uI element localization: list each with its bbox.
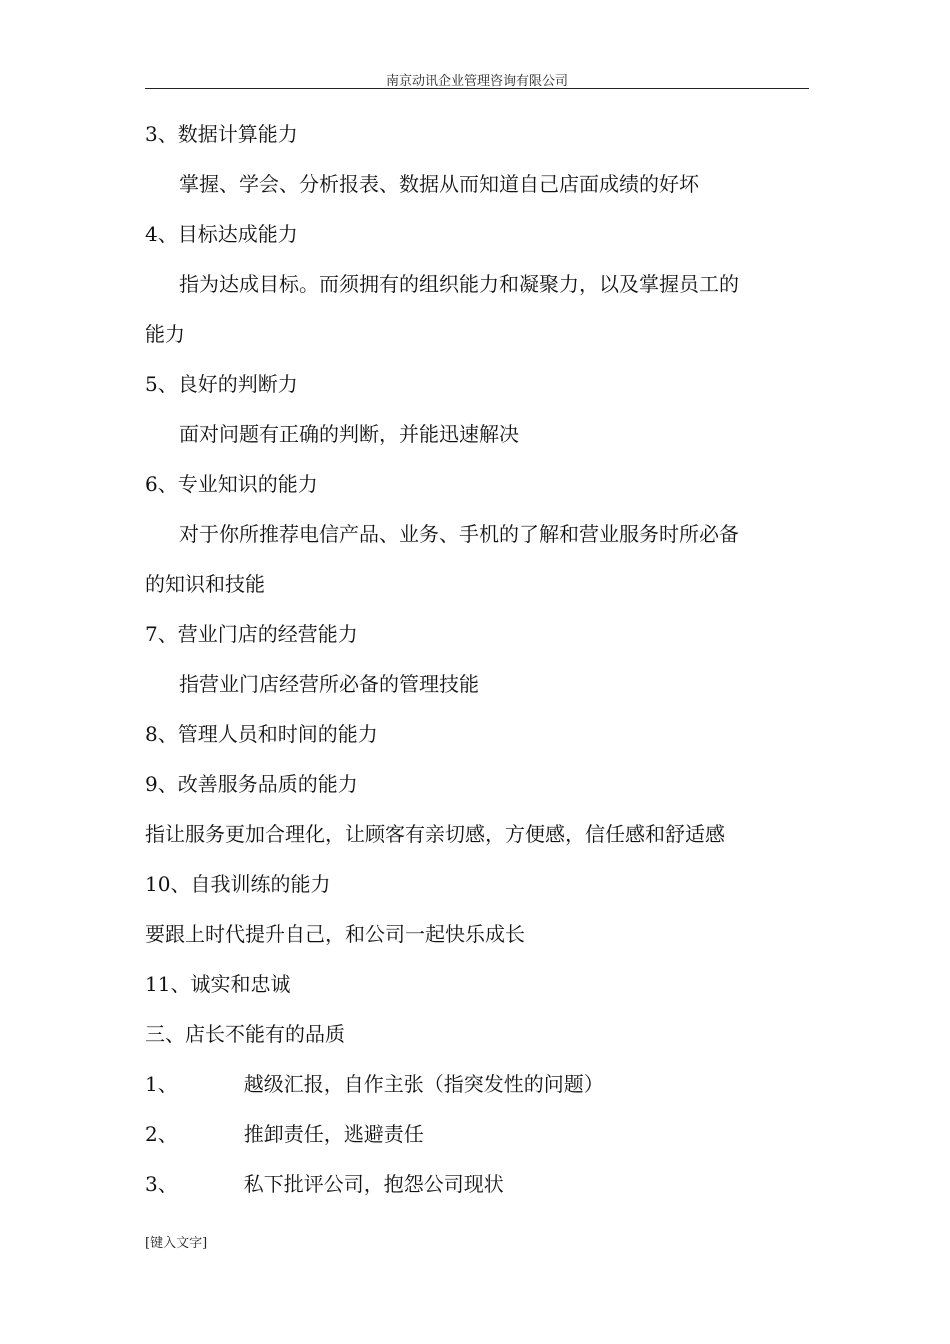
heading-10: 10、自我训练的能力: [145, 872, 331, 896]
list-text: 推卸责任，逃避责任: [243, 1122, 424, 1146]
heading-9: 9、改善服务品质的能力: [145, 772, 358, 796]
page-footer: [键入文字]: [145, 1236, 208, 1251]
header-rule: [145, 88, 809, 89]
heading-6: 6、专业知识的能力: [145, 472, 318, 496]
heading-5: 5、良好的判断力: [145, 372, 298, 396]
heading-7: 7、营业门店的经营能力: [145, 622, 358, 646]
paragraph: 掌握、学会、分析报表、数据从而知道自己店面成绩的好坏: [179, 172, 699, 196]
paragraph-continuation: 的知识和技能: [145, 572, 265, 596]
list-text: 私下批评公司，抱怨公司现状: [243, 1172, 504, 1196]
page-header: 南京动讯企业管理咨询有限公司: [385, 74, 568, 89]
heading-3: 3、数据计算能力: [145, 122, 298, 146]
list-number: 1、: [145, 1072, 178, 1096]
heading-4: 4、目标达成能力: [145, 222, 298, 246]
list-item: [145, 1120, 424, 1148]
heading-8: 8、管理人员和时间的能力: [145, 722, 378, 746]
paragraph-continuation: 能力: [145, 322, 185, 346]
list-item: [145, 1070, 604, 1098]
paragraph: 指为达成目标。而须拥有的组织能力和凝聚力，以及掌握员工的: [179, 272, 739, 296]
list-number: 2、: [145, 1122, 178, 1146]
paragraph: 对于你所推荐电信产品、业务、手机的了解和营业服务时所必备: [179, 522, 739, 546]
section-heading: 三、店长不能有的品质: [145, 1022, 345, 1046]
list-number: 3、: [145, 1172, 178, 1196]
list-text: 越级汇报，自作主张（指突发性的问题）: [243, 1072, 604, 1096]
paragraph: 指让服务更加合理化，让顾客有亲切感，方便感，信任感和舒适感: [145, 822, 725, 846]
heading-11: 11、诚实和忠诚: [145, 972, 291, 996]
list-item: [145, 1170, 504, 1198]
paragraph: 要跟上时代提升自己，和公司一起快乐成长: [145, 922, 525, 946]
paragraph: 指营业门店经营所必备的管理技能: [179, 672, 479, 696]
paragraph: 面对问题有正确的判断，并能迅速解决: [179, 422, 519, 446]
